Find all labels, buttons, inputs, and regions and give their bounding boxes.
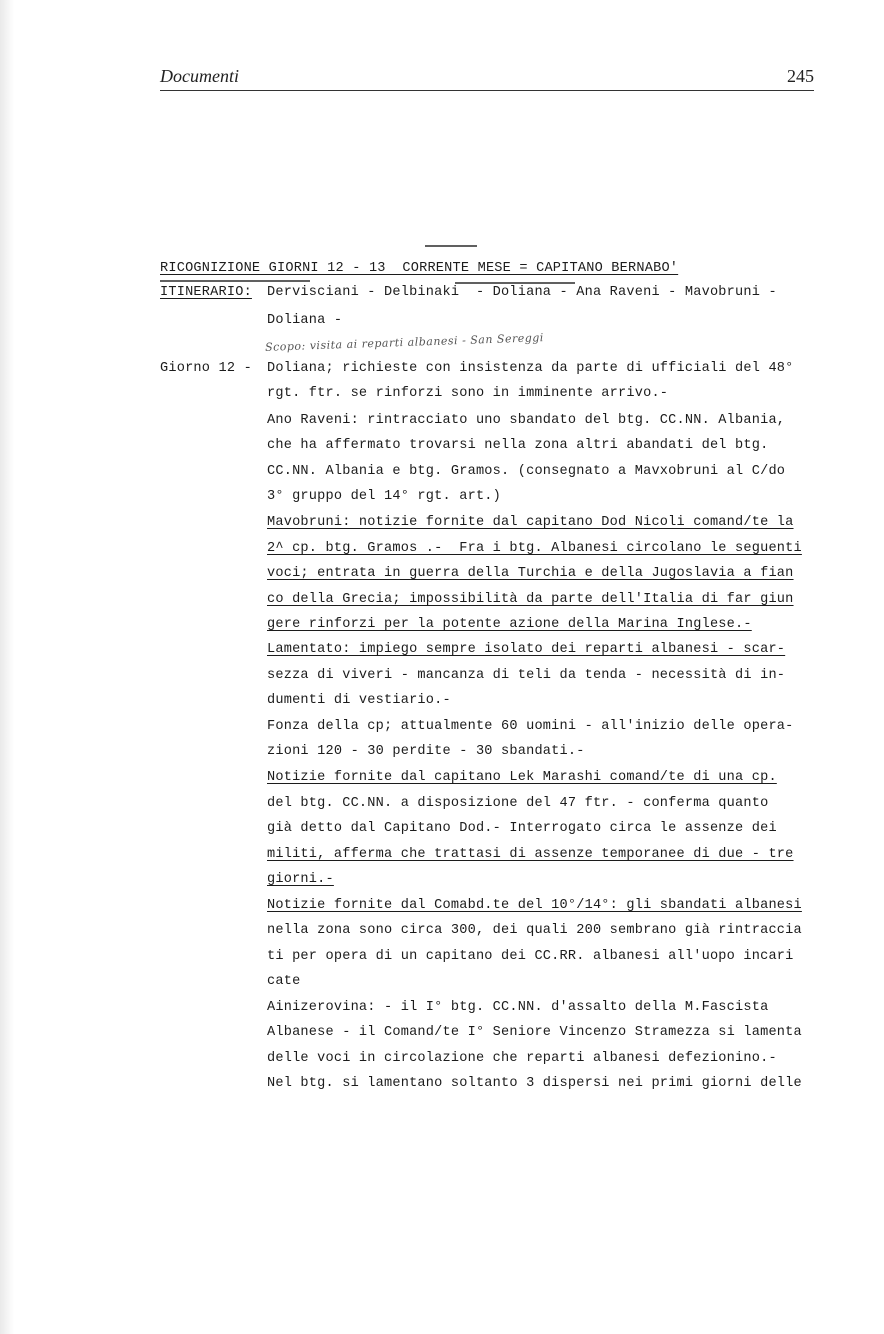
page-number: 245: [787, 66, 814, 86]
body-line: gere rinforzi per la potente azione della Marina Inglese.-: [267, 617, 752, 632]
body-line: CC.NN. Albania e btg. Gramos. (consegnato a Mavxobruni al C/do: [267, 464, 786, 479]
body-line: già detto dal Capitano Dod.- Interrogato circa le assenze dei: [267, 821, 777, 836]
ink-underline-stroke: [160, 280, 310, 282]
body-line: rgt. ftr. se rinforzi sono in imminente arrivo.-: [267, 386, 669, 401]
body-line: 3° gruppo del 14° rgt. art.): [267, 489, 502, 504]
body-line: giorni.-: [267, 872, 334, 887]
running-title: Documenti: [160, 66, 239, 86]
itinerary-line-1: Dervisciani - Delbinaki - Doliana - Ana Raveni - Mavobruni -: [267, 285, 777, 300]
body-line: che ha affermato trovarsi nella zona altri abandati del btg.: [267, 438, 769, 453]
body-line: Notizie fornite dal capitano Lek Marashi comand/te di una cp.: [267, 770, 777, 785]
body-line: Doliana; richieste con insistenza da parte di ufficiali del 48°: [267, 361, 794, 376]
body-line: delle voci in circolazione che reparti albanesi defezionino.-: [267, 1051, 777, 1066]
body-line: del btg. CC.NN. a disposizione del 47 ftr. - conferma quanto: [267, 796, 769, 811]
itinerary-label: ITINERARIO:: [160, 285, 252, 300]
itinerary-line-2: Doliana -: [267, 313, 343, 328]
body-line: Nel btg. si lamentano soltanto 3 dispersi nei primi giorni delle: [267, 1076, 802, 1091]
body-line: sezza di viveri - mancanza di teli da tenda - necessità di in-: [267, 668, 786, 683]
body-line: co della Grecia; impossibilità da parte dell'Italia di far giun: [267, 592, 794, 607]
running-header: [160, 64, 814, 91]
page-edge-shadow: [0, 0, 14, 1334]
body-line: militi, afferma che trattasi di assenze temporanee di due - tre: [267, 847, 794, 862]
body-line: 2^ cp. btg. Gramos .- Fra i btg. Albanesi circolano le seguenti: [267, 541, 802, 556]
body-line: zioni 120 - 30 perdite - 30 sbandati.-: [267, 744, 585, 759]
body-line: Mavobruni: notizie fornite dal capitano Dod Nicoli comand/te la: [267, 515, 794, 530]
document-heading: RICOGNIZIONE GIORNI 12 - 13 CORRENTE MESE = CAPITANO BERNABO': [160, 261, 679, 276]
body-line: Lamentato: impiego sempre isolato dei reparti albanesi - scar-: [267, 642, 786, 657]
ink-mark: [425, 245, 477, 247]
body-line: Ano Raveni: rintracciato uno sbandato del btg. CC.NN. Albania,: [267, 413, 786, 428]
body-line: ti per opera di un capitano dei CC.RR. albanesi all'uopo incari: [267, 949, 794, 964]
body-line: cate: [267, 974, 301, 989]
body-line: voci; entrata in guerra della Turchia e della Jugoslavia a fian: [267, 566, 794, 581]
body-line: nella zona sono circa 300, dei quali 200 sembrano già rintraccia: [267, 923, 802, 938]
body-line: Fonza della cp; attualmente 60 uomini - all'inizio delle opera-: [267, 719, 794, 734]
body-line: dumenti di vestiario.-: [267, 693, 451, 708]
body-line: Ainizerovina: - il I° btg. CC.NN. d'assalto della M.Fascista: [267, 1000, 769, 1015]
body-line: Notizie fornite dal Comabd.te del 10°/14°: gli sbandati albanesi: [267, 898, 802, 913]
body-line: Albanese - il Comand/te I° Seniore Vincenzo Stramezza si lamenta: [267, 1025, 802, 1040]
day-label: Giorno 12 -: [160, 361, 252, 376]
handwritten-note: Scopo: visita ai reparti albanesi - San Sereggi: [264, 331, 545, 354]
